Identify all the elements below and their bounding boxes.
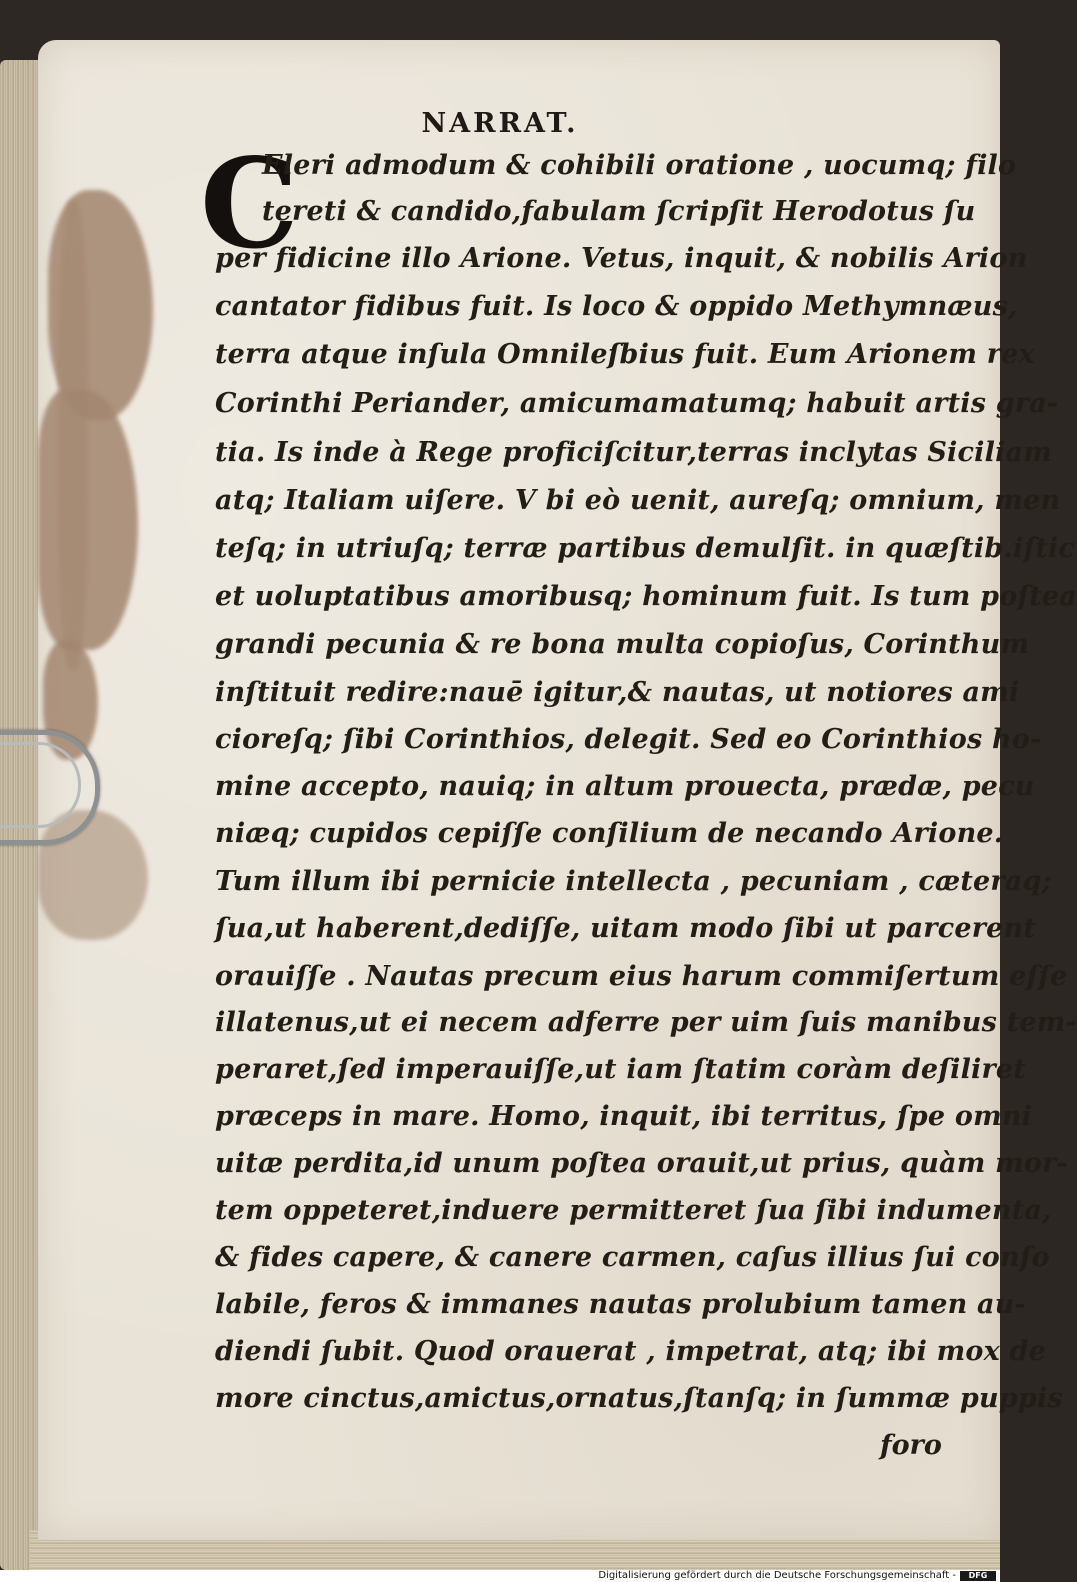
text-line: niæq; cupidos cepiſſe conſilium de necando Arione.	[215, 818, 1004, 849]
text-line: Corinthi Periander, amicumamatumq; habuit artis gra-	[215, 388, 1059, 419]
text-line: orauiſſe . Nautas precum eius harum commiſertum eſſe	[215, 961, 1068, 992]
text-line: uitæ perdita,id unum poſtea orauit,ut prius, quàm mor-	[215, 1148, 1068, 1179]
text-line: teſq; in utriuſq; terræ partibus demulſit. in quæſtib.iſtic	[215, 533, 1076, 564]
water-stain	[58, 200, 88, 670]
text-line: ſua,ut haberent,dediſſe, uitam modo ſibi ut parcerent	[215, 913, 1037, 944]
text-line: atq; Italiam uiſere. V bi eò uenit, aureſq; omnium, men	[215, 485, 1061, 516]
text-line: inſtituit redire:nauē igitur,& nautas, ut notiores ami	[215, 677, 1020, 708]
funding-notice: Digitalisierung gefördert durch die Deutsche Forschungsgemeinschaft -	[598, 1570, 956, 1581]
dfg-logo: DFG	[960, 1571, 996, 1581]
text-line: peraret,ſed imperauiſſe,ut iam ſtatim coràm deſiliret	[215, 1054, 1026, 1085]
text-line: more cinctus,amictus,ornatus,ſtanſq; in ſummæ puppis	[215, 1383, 1063, 1414]
text-line: et uoluptatibus amoribusq; hominum fuit. Is tum poſtea	[215, 581, 1077, 612]
text-line: tia. Is inde à Rege proficiſcitur,terras inclytas Siciliam	[215, 437, 1052, 468]
water-stain	[38, 390, 138, 650]
page-clip-inner	[0, 742, 81, 828]
text-line: tereti & candido,fabulam ſcripſit Herodotus ſu	[262, 196, 976, 227]
text-line: terra atque inſula Omnileſbius fuit. Eum Arionem rex	[215, 339, 1035, 370]
text-line: illatenus,ut ei necem adferre per uim ſuis manibus tem-	[215, 1007, 1077, 1038]
catchword: foro	[880, 1430, 942, 1461]
text-line: cantator fidibus fuit. Is loco & oppido Methymnæus,	[215, 291, 1018, 322]
text-line: labile, feros & immanes nautas prolubium tamen au-	[215, 1289, 1026, 1320]
text-line: Eleri admodum & cohibili oratione , uocumq; filo	[262, 150, 1017, 181]
text-line: diendi ſubit. Quod orauerat , impetrat, atq; ibi mox de	[215, 1336, 1046, 1367]
text-line: præceps in mare. Homo, inquit, ibi territus, ſpe omni	[215, 1101, 1033, 1132]
text-line: cioreſq; ſibi Corinthios, delegit. Sed eo Corinthios ho-	[215, 724, 1042, 755]
text-line: mine accepto, nauiq; in altum prouecta, prædæ, pecu	[215, 771, 1035, 802]
text-line: per fidicine illo Arione. Vetus, inquit, & nobilis Arion	[215, 243, 1028, 274]
drop-cap-initial: C	[200, 132, 299, 277]
text-line: & fides capere, & canere carmen, caſus illius ſui conſo	[215, 1242, 1050, 1273]
text-line: tem oppeteret,induere permitteret ſua ſibi indumenta,	[215, 1195, 1052, 1226]
text-line: Tum illum ibi pernicie intellecta , pecuniam , cæteraq;	[215, 866, 1052, 897]
text-line: grandi pecunia & re bona multa copioſus, Corinthum	[215, 629, 1030, 660]
running-head: NARRAT.	[421, 108, 579, 139]
